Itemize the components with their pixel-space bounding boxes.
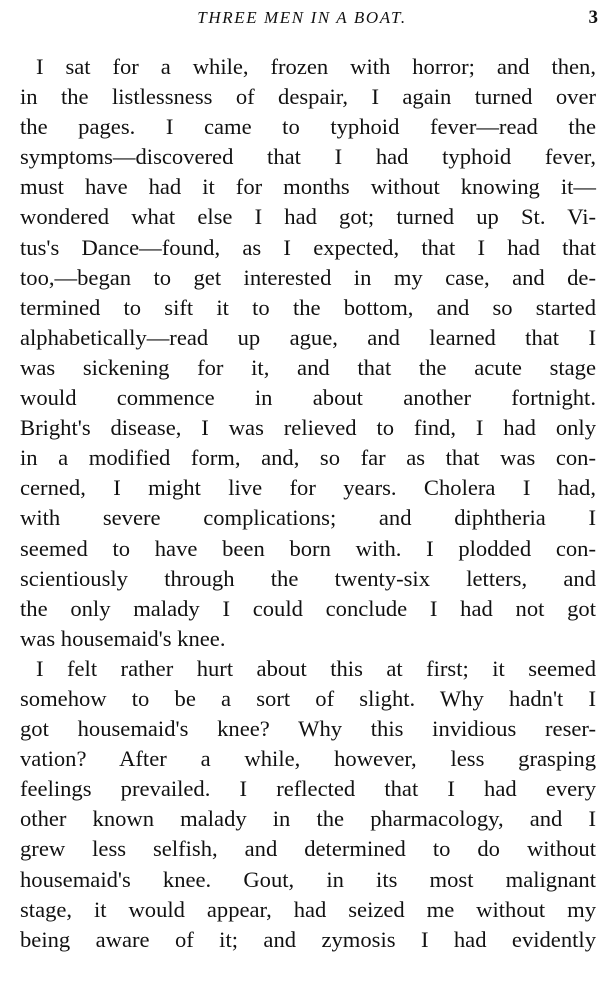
text-line: termined to sift it to the bottom, and so started — [20, 294, 596, 320]
text-line: alphabetically—read up ague, and learned that I — [20, 324, 596, 350]
paragraph-2 — [20, 654, 596, 955]
text-line: the only malady I could conclude I had not got — [20, 595, 596, 621]
text-line: scientiously through the twenty-six letters, and — [20, 565, 596, 591]
text-line: Bright's disease, I was relieved to find, I had only — [20, 415, 596, 441]
page-number: 3 — [588, 7, 598, 28]
text-line: vation? After a while, however, less grasping — [20, 746, 596, 772]
text-line: was housemaid's knee. — [20, 625, 226, 651]
running-title: THREE MEN IN A BOAT. — [197, 8, 407, 27]
text-line: cerned, I might live for years. Cholera I had, — [20, 475, 596, 501]
text-line: must have had it for months without knowing it— — [20, 174, 596, 200]
text-line: feelings prevailed. I reflected that I had every — [20, 776, 596, 802]
paragraph-1 — [20, 52, 596, 654]
text-line: in the listlessness of despair, I again turned over — [20, 84, 596, 110]
text-line: other known malady in the pharmacology, and I — [20, 806, 596, 832]
text-line: grew less selfish, and determined to do without — [20, 836, 596, 862]
text-line: was sickening for it, and that the acute stage — [20, 354, 596, 380]
text-line: wondered what else I had got; turned up St. Vi- — [20, 204, 596, 230]
running-head — [0, 6, 604, 36]
text-line: got housemaid's knee? Why this invidious reser- — [20, 716, 596, 742]
text-line: I felt rather hurt about this at first; it seemed — [36, 655, 596, 681]
body-text — [20, 52, 596, 955]
text-line: symptoms—discovered that I had typhoid fever, — [20, 144, 596, 170]
text-line: tus's Dance—found, as I expected, that I had that — [20, 234, 596, 260]
text-line: in a modified form, and, so far as that was con- — [20, 445, 596, 471]
text-line: seemed to have been born with. I plodded con- — [20, 535, 596, 561]
text-line: I sat for a while, frozen with horror; and then, — [36, 54, 596, 79]
text-line: being aware of it; and zymosis I had evidently — [20, 926, 596, 952]
text-line: housemaid's knee. Gout, in its most malignant — [20, 866, 596, 892]
text-line: somehow to be a sort of slight. Why hadn't I — [20, 685, 596, 711]
text-line: the pages. I came to typhoid fever—read the — [20, 114, 596, 140]
text-line: with severe complications; and diphtheria I — [20, 505, 596, 531]
text-line: stage, it would appear, had seized me without my — [20, 896, 596, 922]
text-line: too,—began to get interested in my case, and de- — [20, 264, 596, 290]
text-line: would commence in about another fortnight. — [20, 385, 596, 411]
